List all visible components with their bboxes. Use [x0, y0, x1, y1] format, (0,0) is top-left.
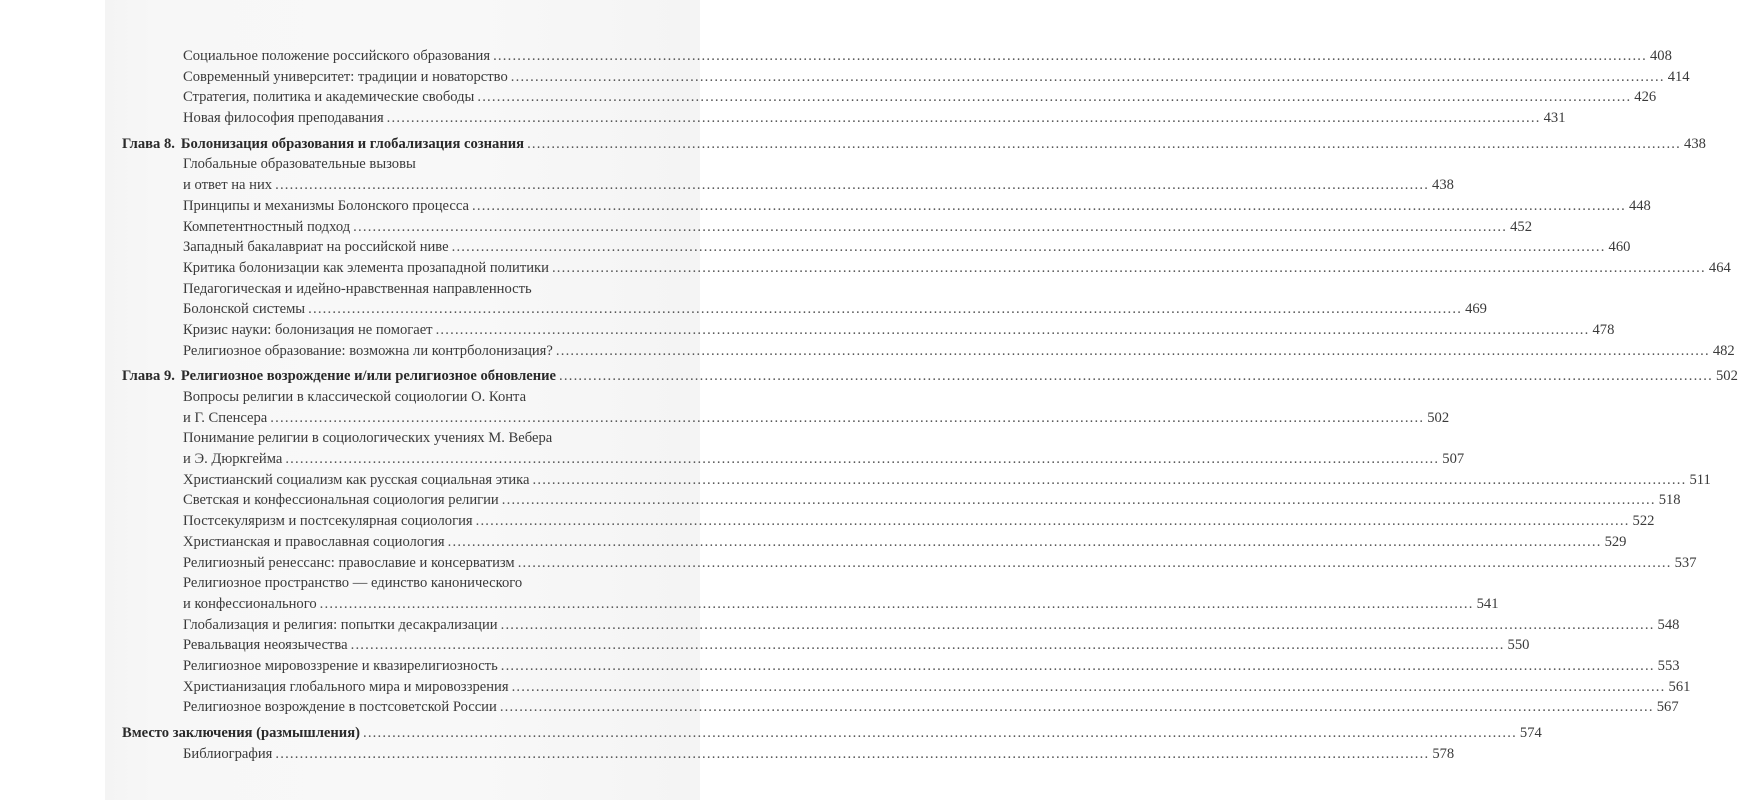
dot-leader — [559, 366, 1713, 387]
dot-leader — [552, 258, 1706, 279]
page-number: 431 — [1543, 110, 1566, 127]
toc-section-entry — [122, 217, 1532, 238]
page-number: 578 — [1432, 745, 1455, 762]
page-number: 518 — [1658, 492, 1681, 509]
entry-title: Компетентностный подход — [183, 218, 351, 235]
page-number: 482 — [1712, 342, 1735, 359]
page-number: 502 — [1715, 368, 1738, 385]
dot-leader — [387, 108, 1541, 129]
toc-entry-first-line: Понимание религии в социологических учениях М. Вебера — [183, 430, 553, 447]
toc-entry-first-line: Религиозное пространство — единство канонического — [183, 575, 523, 592]
toc-section-entry — [122, 594, 1499, 615]
page-number: 438 — [1432, 177, 1454, 194]
toc-section-entry — [122, 341, 1735, 362]
page-number: 541 — [1476, 595, 1499, 612]
dot-leader — [512, 677, 1666, 698]
toc-section-entry — [122, 697, 1679, 718]
entry-title: Глобализация и религия: попытки десакрализации — [183, 616, 498, 633]
page-number: 452 — [1510, 218, 1532, 235]
page-number: 448 — [1628, 197, 1651, 214]
page-number: 478 — [1592, 321, 1615, 338]
entry-title: Принципы и механизмы Болонского процесса — [183, 197, 469, 214]
dot-leader — [275, 175, 1429, 196]
entry-title: Светская и конфессиональная социология религии — [183, 492, 499, 509]
toc-section-entry — [122, 46, 1672, 67]
dot-leader — [511, 67, 1665, 88]
entry-title: Кризис науки: болонизация не помогает — [183, 321, 433, 338]
toc-section-entry — [122, 635, 1530, 656]
entry-title: Болонской системы — [183, 301, 306, 318]
dot-leader — [527, 134, 1681, 155]
page-number: 438 — [1684, 135, 1706, 152]
toc-section-entry — [122, 553, 1697, 574]
dot-leader — [472, 196, 1626, 217]
dot-leader — [556, 341, 1710, 362]
chapter-label: Глава 8. — [122, 135, 175, 152]
entry-title: Стратегия, политика и академические свободы — [183, 89, 475, 106]
toc-section-entry — [122, 67, 1690, 88]
toc-section-entry — [122, 656, 1680, 677]
entry-title: Религиозное мировоззрение и квазирелигиозность — [183, 657, 498, 674]
dot-leader — [363, 723, 1517, 744]
entry-title: и ответ на них — [183, 177, 273, 194]
page-number: 414 — [1667, 68, 1690, 85]
entry-title: Западный бакалавриат на российской ниве — [183, 239, 449, 256]
page-number: 469 — [1465, 301, 1487, 318]
page-number: 529 — [1604, 533, 1627, 550]
page-number: 408 — [1650, 48, 1672, 64]
toc-section-entry — [122, 449, 1465, 470]
toc-section-entry — [122, 490, 1681, 511]
toc-section-entry — [122, 237, 1631, 258]
entry-title: Ревальвация неоязычества — [183, 637, 348, 654]
page-number: 548 — [1657, 616, 1680, 633]
page-number: 550 — [1507, 637, 1530, 654]
toc-chapter-entry — [122, 723, 1542, 744]
page-number: 567 — [1656, 699, 1679, 716]
page-number: 537 — [1674, 554, 1697, 571]
entry-title: Христианизация глобального мира и мировоззрения — [183, 678, 509, 695]
page-number: 426 — [1634, 89, 1657, 106]
dot-leader — [452, 237, 1606, 258]
dot-leader — [320, 594, 1474, 615]
entry-title: Болонизация образования и глобализация сознания — [180, 135, 525, 152]
toc-entry-first-line: Педагогическая и идейно-нравственная направленность — [183, 280, 532, 297]
toc-section-entry — [122, 108, 1566, 129]
page-number: 507 — [1442, 451, 1465, 468]
toc-chapter-entry — [122, 366, 1738, 387]
chapter-label: Глава 9. — [122, 368, 175, 385]
entry-title: и Г. Спенсера — [183, 409, 268, 426]
dot-leader — [501, 615, 1655, 636]
page-number: 553 — [1657, 657, 1680, 674]
dot-leader — [502, 490, 1656, 511]
toc-section-entry — [122, 470, 1711, 491]
toc-entry-first-line: Глобальные образовательные вызовы — [183, 156, 416, 173]
toc-section-entry — [122, 87, 1657, 108]
dot-leader — [285, 449, 1439, 470]
dot-leader — [477, 87, 1631, 108]
toc-section-entry — [122, 196, 1651, 217]
dot-leader — [518, 553, 1672, 574]
dot-leader — [476, 511, 1630, 532]
entry-title: Христианский социализм как русская социальная этика — [183, 471, 530, 488]
dot-leader — [436, 320, 1590, 341]
page-number: 502 — [1427, 409, 1450, 426]
page-number: 574 — [1519, 725, 1542, 741]
toc-entry-first-line: Вопросы религии в классической социологии О. Конта — [183, 389, 527, 405]
entry-title: Новая философия преподавания — [183, 110, 384, 127]
entry-title: Христианская и православная социология — [183, 533, 445, 550]
toc-section-entry — [122, 511, 1655, 532]
entry-title: Вместо заключения (размышления) — [122, 725, 360, 741]
dot-leader — [308, 299, 1462, 320]
entry-title: Религиозное возрождение и/или религиозное обновление — [180, 368, 557, 385]
dot-leader — [270, 408, 1424, 429]
page-number: 511 — [1689, 471, 1711, 488]
entry-title: и Э. Дюркгейма — [183, 451, 283, 468]
entry-title: Постсекуляризм и постсекулярная социология — [183, 513, 473, 530]
toc-section-entry — [122, 320, 1615, 341]
toc-chapter-entry — [122, 134, 1706, 155]
entry-title: Библиография — [183, 745, 273, 762]
dot-leader — [493, 46, 1647, 67]
toc-section-entry — [122, 532, 1627, 553]
toc-section-entry — [122, 744, 1455, 765]
dot-leader — [533, 470, 1687, 491]
entry-title: Религиозный ренессанс: православие и консерватизм — [183, 554, 515, 571]
toc-section-entry — [122, 615, 1680, 636]
dot-leader — [500, 697, 1654, 718]
page-number: 460 — [1608, 239, 1631, 256]
dot-leader — [275, 744, 1429, 765]
entry-title: Критика болонизации как элемента прозападной политики — [183, 259, 549, 276]
entry-title: Религиозное образование: возможна ли контрболонизация? — [183, 342, 553, 359]
entry-title: Социальное положение российского образования — [183, 48, 491, 64]
entry-title: Религиозное возрождение в постсоветской России — [183, 699, 497, 716]
toc-section-entry — [122, 408, 1450, 429]
toc-section-entry — [122, 175, 1454, 196]
dot-leader — [351, 635, 1505, 656]
dot-leader — [501, 656, 1655, 677]
table-of-contents — [122, 46, 1738, 764]
toc-section-entry — [122, 299, 1487, 320]
dot-leader — [448, 532, 1602, 553]
entry-title: и конфессионального — [183, 595, 317, 612]
page-number: 464 — [1708, 259, 1731, 276]
page-number: 522 — [1632, 513, 1655, 530]
toc-section-entry — [122, 677, 1691, 698]
toc-section-entry — [122, 258, 1731, 279]
dot-leader — [353, 217, 1507, 238]
entry-title: Современный университет: традиции и новаторство — [183, 68, 508, 85]
page-number: 561 — [1668, 678, 1691, 695]
